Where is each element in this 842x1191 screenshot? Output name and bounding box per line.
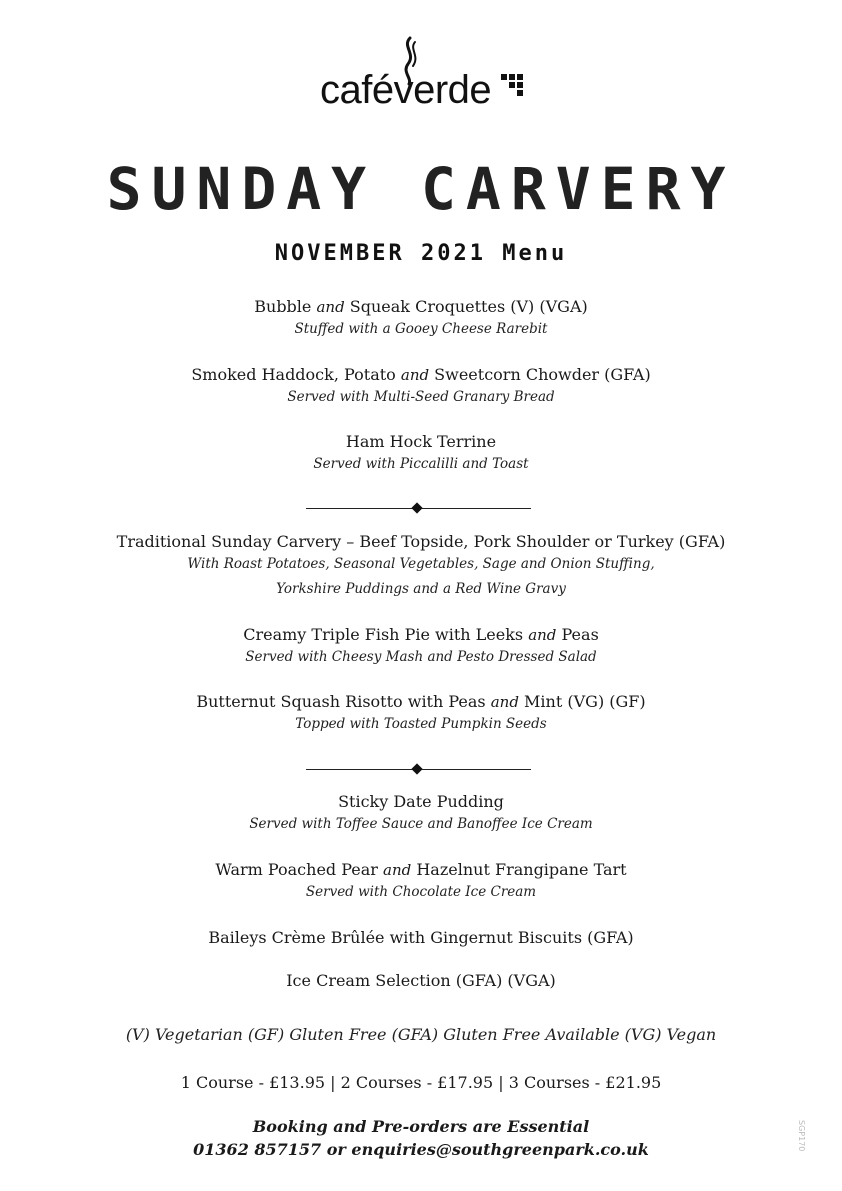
dietary-legend: (V) Vegetarian (GF) Gluten Free (GFA) Gluten Free Available (VG) Vegan	[125, 1025, 717, 1044]
section-divider	[306, 764, 531, 776]
dish-name: Creamy Triple Fish Pie with Leeks and Peas	[243, 625, 599, 644]
dish-description: Served with Cheesy Mash and Pesto Dressed Salad	[245, 649, 597, 665]
dish-name: Baileys Crème Brûlée with Gingernut Biscuits (GFA)	[208, 928, 634, 947]
dish-description: Topped with Toasted Pumpkin Seeds	[295, 716, 547, 732]
menu-subtitle: NOVEMBER 2021 Menu	[274, 241, 568, 266]
menu-item	[0, 297, 842, 342]
menu-item	[0, 532, 842, 602]
dish-description: Served with Piccalilli and Toast	[313, 456, 529, 472]
menu-item	[0, 860, 842, 905]
dish-name: Bubble and Squeak Croquettes (V) (VGA)	[254, 297, 588, 316]
dish-name: Warm Poached Pear and Hazelnut Frangipane Tart	[215, 860, 627, 879]
menu-item	[0, 971, 842, 991]
dish-name: Ham Hock Terrine	[345, 432, 497, 451]
diamond-icon	[411, 763, 422, 774]
course-prices: 1 Course - £13.95 | 2 Courses - £17.95 | 3 Courses - £21.95	[180, 1073, 662, 1092]
page-title: SUNDAY CARVERY	[106, 155, 736, 223]
booking-info	[0, 1115, 842, 1161]
dish-description: With Roast Potatoes, Seasonal Vegetables, Sage and Onion Stuffing,	[187, 556, 655, 572]
dish-name: Butternut Squash Risotto with Peas and Mint (VG) (GF)	[196, 692, 646, 711]
dish-description: Stuffed with a Gooey Cheese Rarebit	[294, 321, 548, 337]
dish-name: Ice Cream Selection (GFA) (VGA)	[286, 971, 556, 990]
menu-item	[0, 928, 842, 948]
booking-note: Booking and Pre-orders are Essential	[252, 1117, 590, 1136]
menu-item	[0, 792, 842, 837]
diamond-icon	[411, 502, 422, 513]
dish-description: Served with Chocolate Ice Cream	[305, 884, 537, 900]
logo-text: caféverde	[320, 68, 492, 112]
grid-icon	[501, 74, 523, 96]
document-code: SGP170	[797, 1120, 806, 1152]
menu-item	[0, 692, 842, 737]
menu-item	[0, 432, 842, 477]
menu-item	[0, 625, 842, 670]
menu-item	[0, 365, 842, 410]
dish-description: Served with Toffee Sauce and Banoffee Ice Cream	[249, 816, 593, 832]
dish-name: Traditional Sunday Carvery – Beef Topside, Pork Shoulder or Turkey (GFA)	[116, 532, 726, 551]
contact-details: 01362 857157 or enquiries@southgreenpark.co.uk	[193, 1140, 649, 1159]
dish-name: Sticky Date Pudding	[338, 792, 504, 811]
dish-description: Served with Multi-Seed Granary Bread	[287, 389, 555, 405]
section-divider	[306, 503, 531, 515]
dish-name: Smoked Haddock, Potato and Sweetcorn Chowder (GFA)	[191, 365, 651, 384]
dish-description: Yorkshire Puddings and a Red Wine Gravy	[276, 581, 566, 597]
